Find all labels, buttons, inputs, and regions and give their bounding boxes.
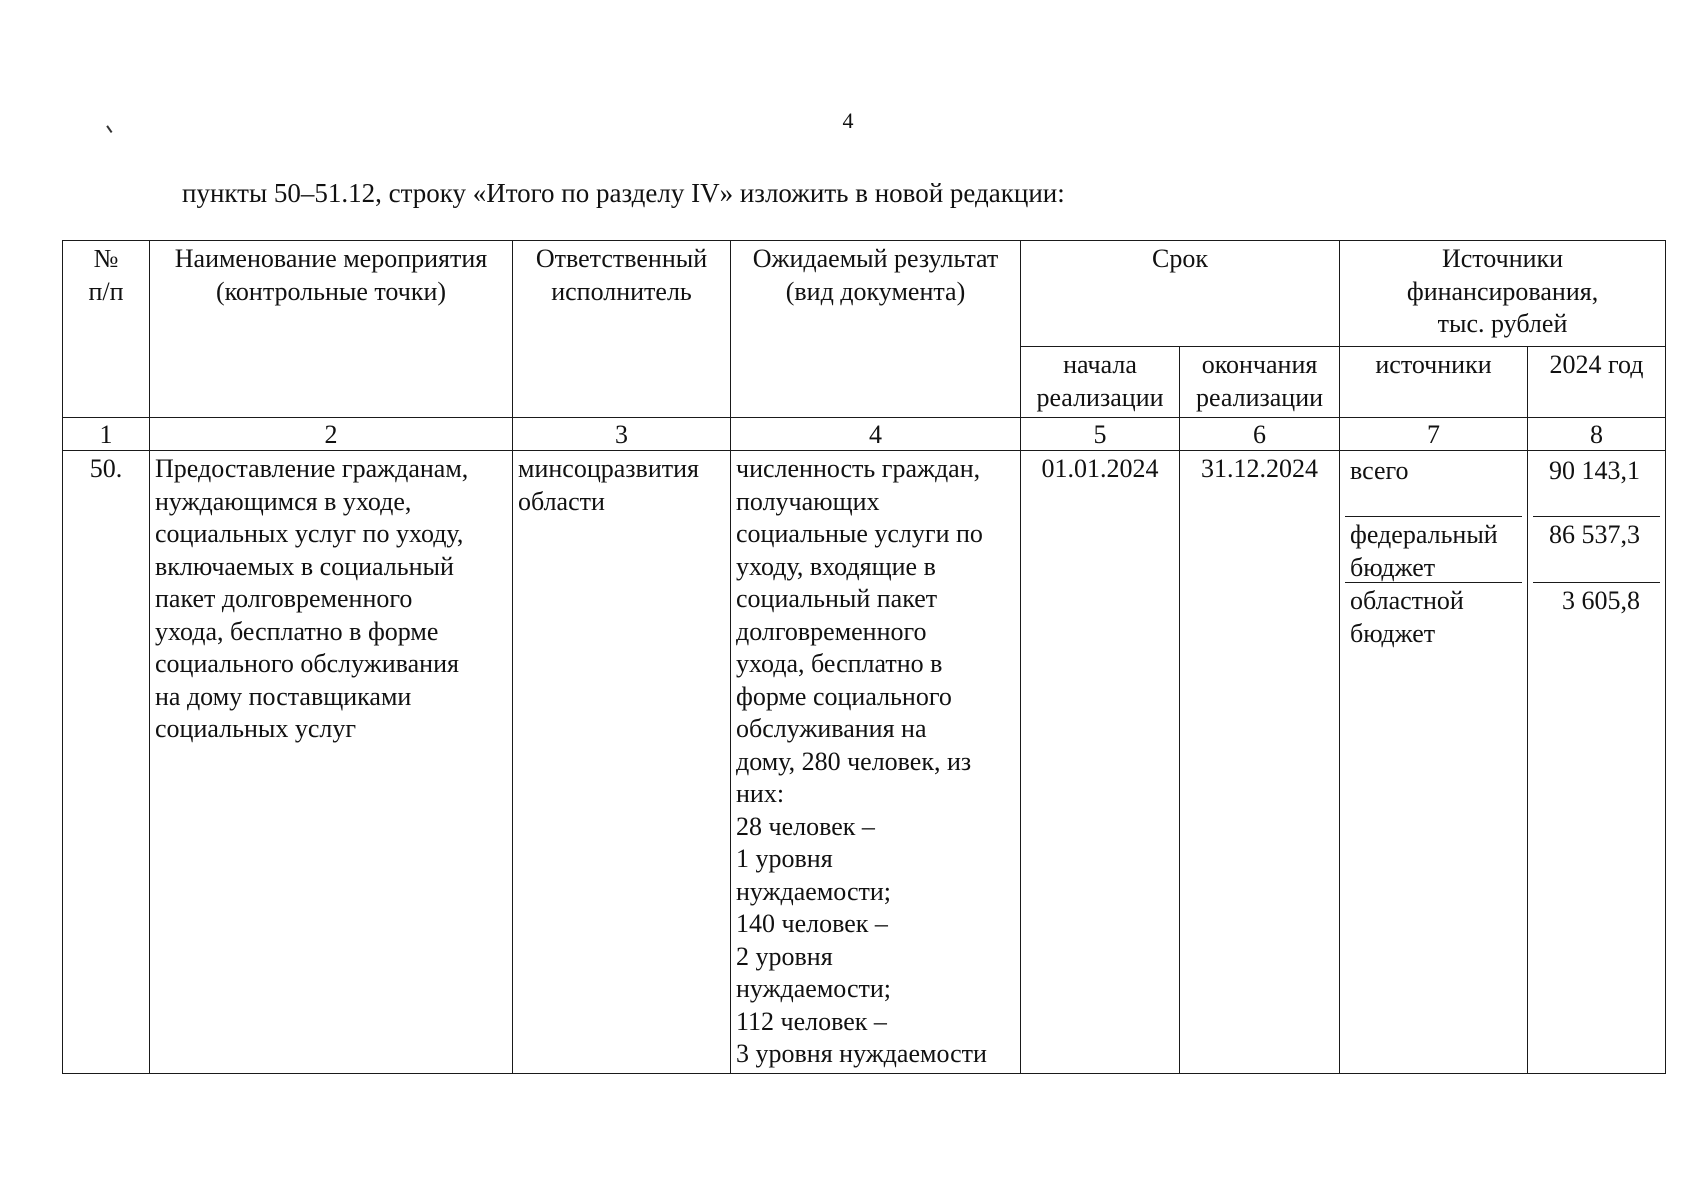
header-term-start: начала реализации	[1021, 347, 1180, 418]
table-row	[63, 451, 1666, 1074]
funding-source: областной бюджет	[1350, 586, 1464, 648]
header-year: 2024 год	[1528, 347, 1666, 418]
column-number-row	[63, 418, 1666, 451]
header-term-end: окончания реализации	[1180, 347, 1340, 418]
column-number: 8	[1528, 418, 1666, 451]
header-funding: Источники финансирования, тыс. рублей	[1340, 241, 1666, 347]
start-date: 01.01.2024	[1021, 451, 1180, 1074]
column-number: 7	[1340, 418, 1528, 451]
funding-source: всего	[1345, 453, 1522, 517]
executor: минсоцразвития области	[513, 451, 731, 1074]
column-number: 2	[150, 418, 513, 451]
header-executor: Ответственный исполнитель	[513, 241, 731, 418]
funding-amount: 86 537,3	[1533, 517, 1660, 583]
end-date: 31.12.2024	[1180, 451, 1340, 1074]
header-num: № п/п	[63, 241, 150, 418]
measure-name: Предоставление гражданам, нуждающимся в уходе, социальных услуг по уходу, включаемых в социальный пакет долговременного ухода, бесплатно в форме социального обслуживания на дому поставщиками социальных услуг	[150, 451, 513, 1074]
header-term: Срок	[1021, 241, 1340, 347]
header-sources: источники	[1340, 347, 1528, 418]
column-number: 3	[513, 418, 731, 451]
header-row	[63, 241, 1666, 347]
column-number: 5	[1021, 418, 1180, 451]
funding-source: федеральный бюджет	[1345, 517, 1522, 583]
column-number: 6	[1180, 418, 1340, 451]
header-name: Наименование мероприятия (контрольные точки)	[150, 241, 513, 418]
row-number: 50.	[63, 451, 150, 1074]
column-number: 4	[731, 418, 1021, 451]
funding-amount: 90 143,1	[1533, 453, 1660, 517]
funding-amount: 3 605,8	[1562, 586, 1641, 615]
header-result: Ожидаемый результат (вид документа)	[731, 241, 1021, 418]
page-number: 4	[842, 108, 854, 133]
column-number: 1	[63, 418, 150, 451]
intro-text: пункты 50–51.12, строку «Итого по разделу IV» изложить в новой редакции:	[182, 178, 1065, 208]
measures-table	[62, 240, 1666, 1074]
expected-result: численность граждан, получающих социальные услуги по уходу, входящие в социальный пакет долговременного ухода, бесплатно в форме социального обслуживания на дому, 280 человек, из них: 28 человек – 1 уровня нуждаемости; 140 человек – 2 уровня нуждаемости; 112 человек – 3 уровня нуждаемости	[731, 451, 1021, 1074]
funding-sources	[1340, 451, 1528, 1074]
funding-amounts	[1528, 451, 1666, 1074]
